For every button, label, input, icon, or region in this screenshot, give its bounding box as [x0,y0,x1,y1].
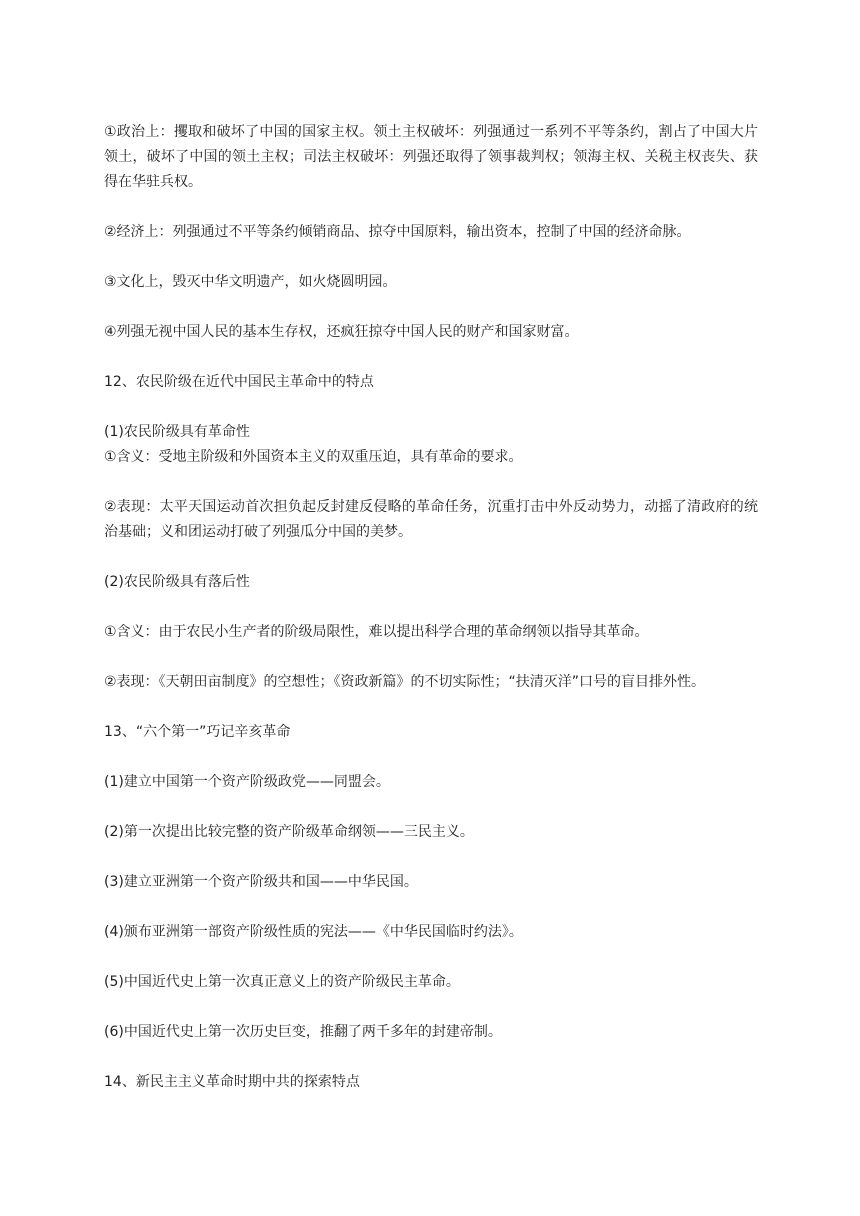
list-item-1: (1)建立中国第一个资产阶级政党——同盟会。 [104,774,390,790]
list-item-3: (3)建立亚洲第一个资产阶级共和国——中华民国。 [104,874,418,890]
paragraph-culture: ③文化上，毁灭中华文明遗产，如火烧圆明园。 [104,274,397,290]
list-item-6: (6)中国近代史上第一次历史巨变，推翻了两千多年的封建帝制。 [104,1024,502,1040]
paragraph-politics: ①政治上：攫取和破坏了中国的国家主权。领土主权破坏：列强通过一系列不平等条约，割占了中国大片领土，破坏了中国的领土主权；司法主权破坏：列强还取得了领事裁判权；领海主权、关税主权丧失、获得在华驻兵权。 [104,124,758,190]
section-heading-14: 14、新民主主义革命时期中共的探索特点 [104,1074,360,1090]
list-item-4: (4)颁布亚洲第一部资产阶级性质的宪法——《中华民国临时约法》。 [104,924,523,940]
list-item-5: (5)中国近代史上第一次真正意义上的资产阶级民主革命。 [104,974,460,990]
list-item-2: (2)第一次提出比较完整的资产阶级革命纲领——三民主义。 [104,824,474,840]
paragraph-meaning-2: ①含义：由于农民小生产者的阶级局限性，难以提出科学合理的革命纲领以指导其革命。 [104,624,649,640]
paragraph-meaning-1: ①含义：受地主阶级和外国资本主义的双重压迫，具有革命的要求。 [104,449,523,465]
subheading-backward: (2)农民阶级具有落后性 [104,574,250,590]
paragraph-wealth: ④列强无视中国人民的基本生存权，还疯狂掠夺中国人民的财产和国家财富。 [104,324,579,340]
paragraph-economy: ②经济上：列强通过不平等条约倾销商品、掠夺中国原料，输出资本，控制了中国的经济命脉。 [104,224,691,240]
document-body [104,120,758,1095]
paragraph-manifestation-2: ②表现：《天朝田亩制度》的空想性；《资政新篇》的不切实际性；“扶清灭洋”口号的盲目排外性。 [104,674,706,690]
subheading-revolutionary: (1)农民阶级具有革命性 [104,424,250,440]
paragraph-manifestation-1: ②表现：太平天国运动首次担负起反封建反侵略的革命任务，沉重打击中外反动势力，动摇了清政府的统治基础；义和团运动打破了列强瓜分中国的美梦。 [104,499,758,540]
section-heading-12: 12、农民阶级在近代中国民主革命中的特点 [104,374,374,390]
section-heading-13: 13、“六个第一”巧记辛亥革命 [104,724,291,740]
